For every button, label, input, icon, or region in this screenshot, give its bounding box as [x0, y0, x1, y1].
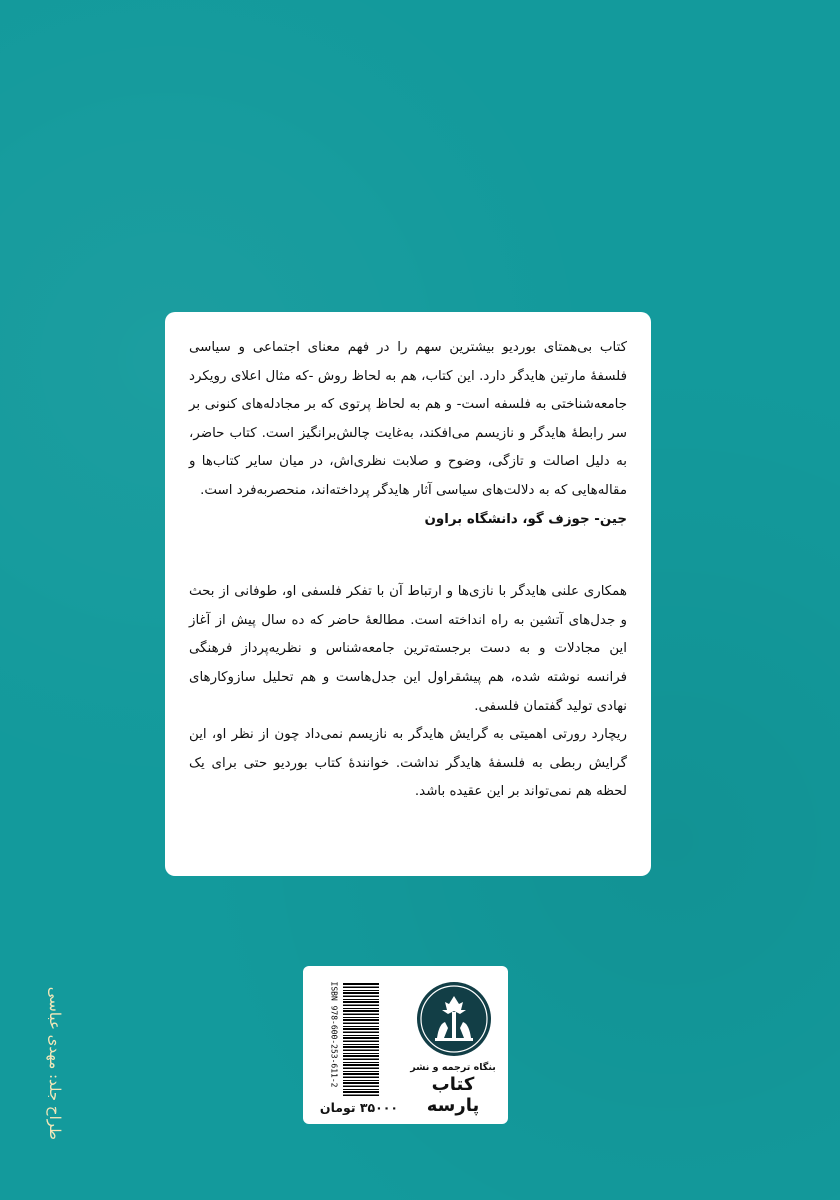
- publisher-tagline: بنگاه ترجمه و نشر: [410, 1062, 496, 1073]
- barcode-bars: [343, 982, 379, 1096]
- blurb-quote-2: همکاری علنی هایدگر با نازی‌ها و ارتباط آن با تفکر فلسفی او، طوفانی از بحث و جدل‌های آتشین به راه انداخته است. مطالعهٔ حاضر که ده سال پیش از آغاز این مجادلات و به دست برجسته‌ترین جامعه‌شناس و نظریه‌پرداز فرهنگی فرانسه نوشته شده، هم پیشقراول این جدل‌هاست و هم تحلیل سازوکارهای نهادی تولید گفتمان فلسفی.: [189, 584, 627, 714]
- blurb-quote-3: ریچارد رورتی اهمیتی به گرایش هایدگر به نازیسم نمی‌داد چون از نظر او، این گرایش ربطی به فلسفهٔ هایدگر نداشت. خوانندهٔ کتاب بوردیو حتی برای یک لحظه هم نمی‌تواند بر این عقیده باشد.: [189, 727, 627, 800]
- blurb-attribution: جین- جوزف گو، دانشگاه براون: [424, 511, 627, 527]
- price-label: ۳۵۰۰۰ تومان: [319, 1100, 399, 1115]
- blurb-quote-1: کتاب بی‌همتای بوردیو بیشترین سهم را در فهم معنای اجتماعی و سیاسی فلسفهٔ مارتین هایدگر دارد. این کتاب، هم به لحاظ روش -که مثال اعلای رویکرد جامعه‌شناختی به فلسفه است- و هم به لحاظ پرتوی که بر مجادله‌های کنونی بر سر رابطهٔ هایدگر و نازیسم می‌افکند، به‌غایت چالش‌برانگیز است. کتاب حاضر، به دلیل اصالت و تازگی، وضوح و صلابت نظری‌اش، در میان سایر کتاب‌ها و مقاله‌هایی که به دلالت‌های سیاسی آثار هایدگر پرداخته‌اند، منحصربه‌فرد است.: [189, 340, 627, 498]
- blurb-panel: [165, 312, 651, 876]
- publisher-name: کتاب پارسه: [426, 1074, 480, 1116]
- isbn-text: ISBN 978-600-253-611-2: [329, 981, 339, 1088]
- cover-designer-signature: طراح جلد: مهدی عباسی: [46, 986, 64, 1140]
- publisher-logo-icon: [415, 980, 493, 1058]
- isbn-barcode: [319, 978, 379, 1100]
- publisher-barcode-box: [303, 966, 508, 1124]
